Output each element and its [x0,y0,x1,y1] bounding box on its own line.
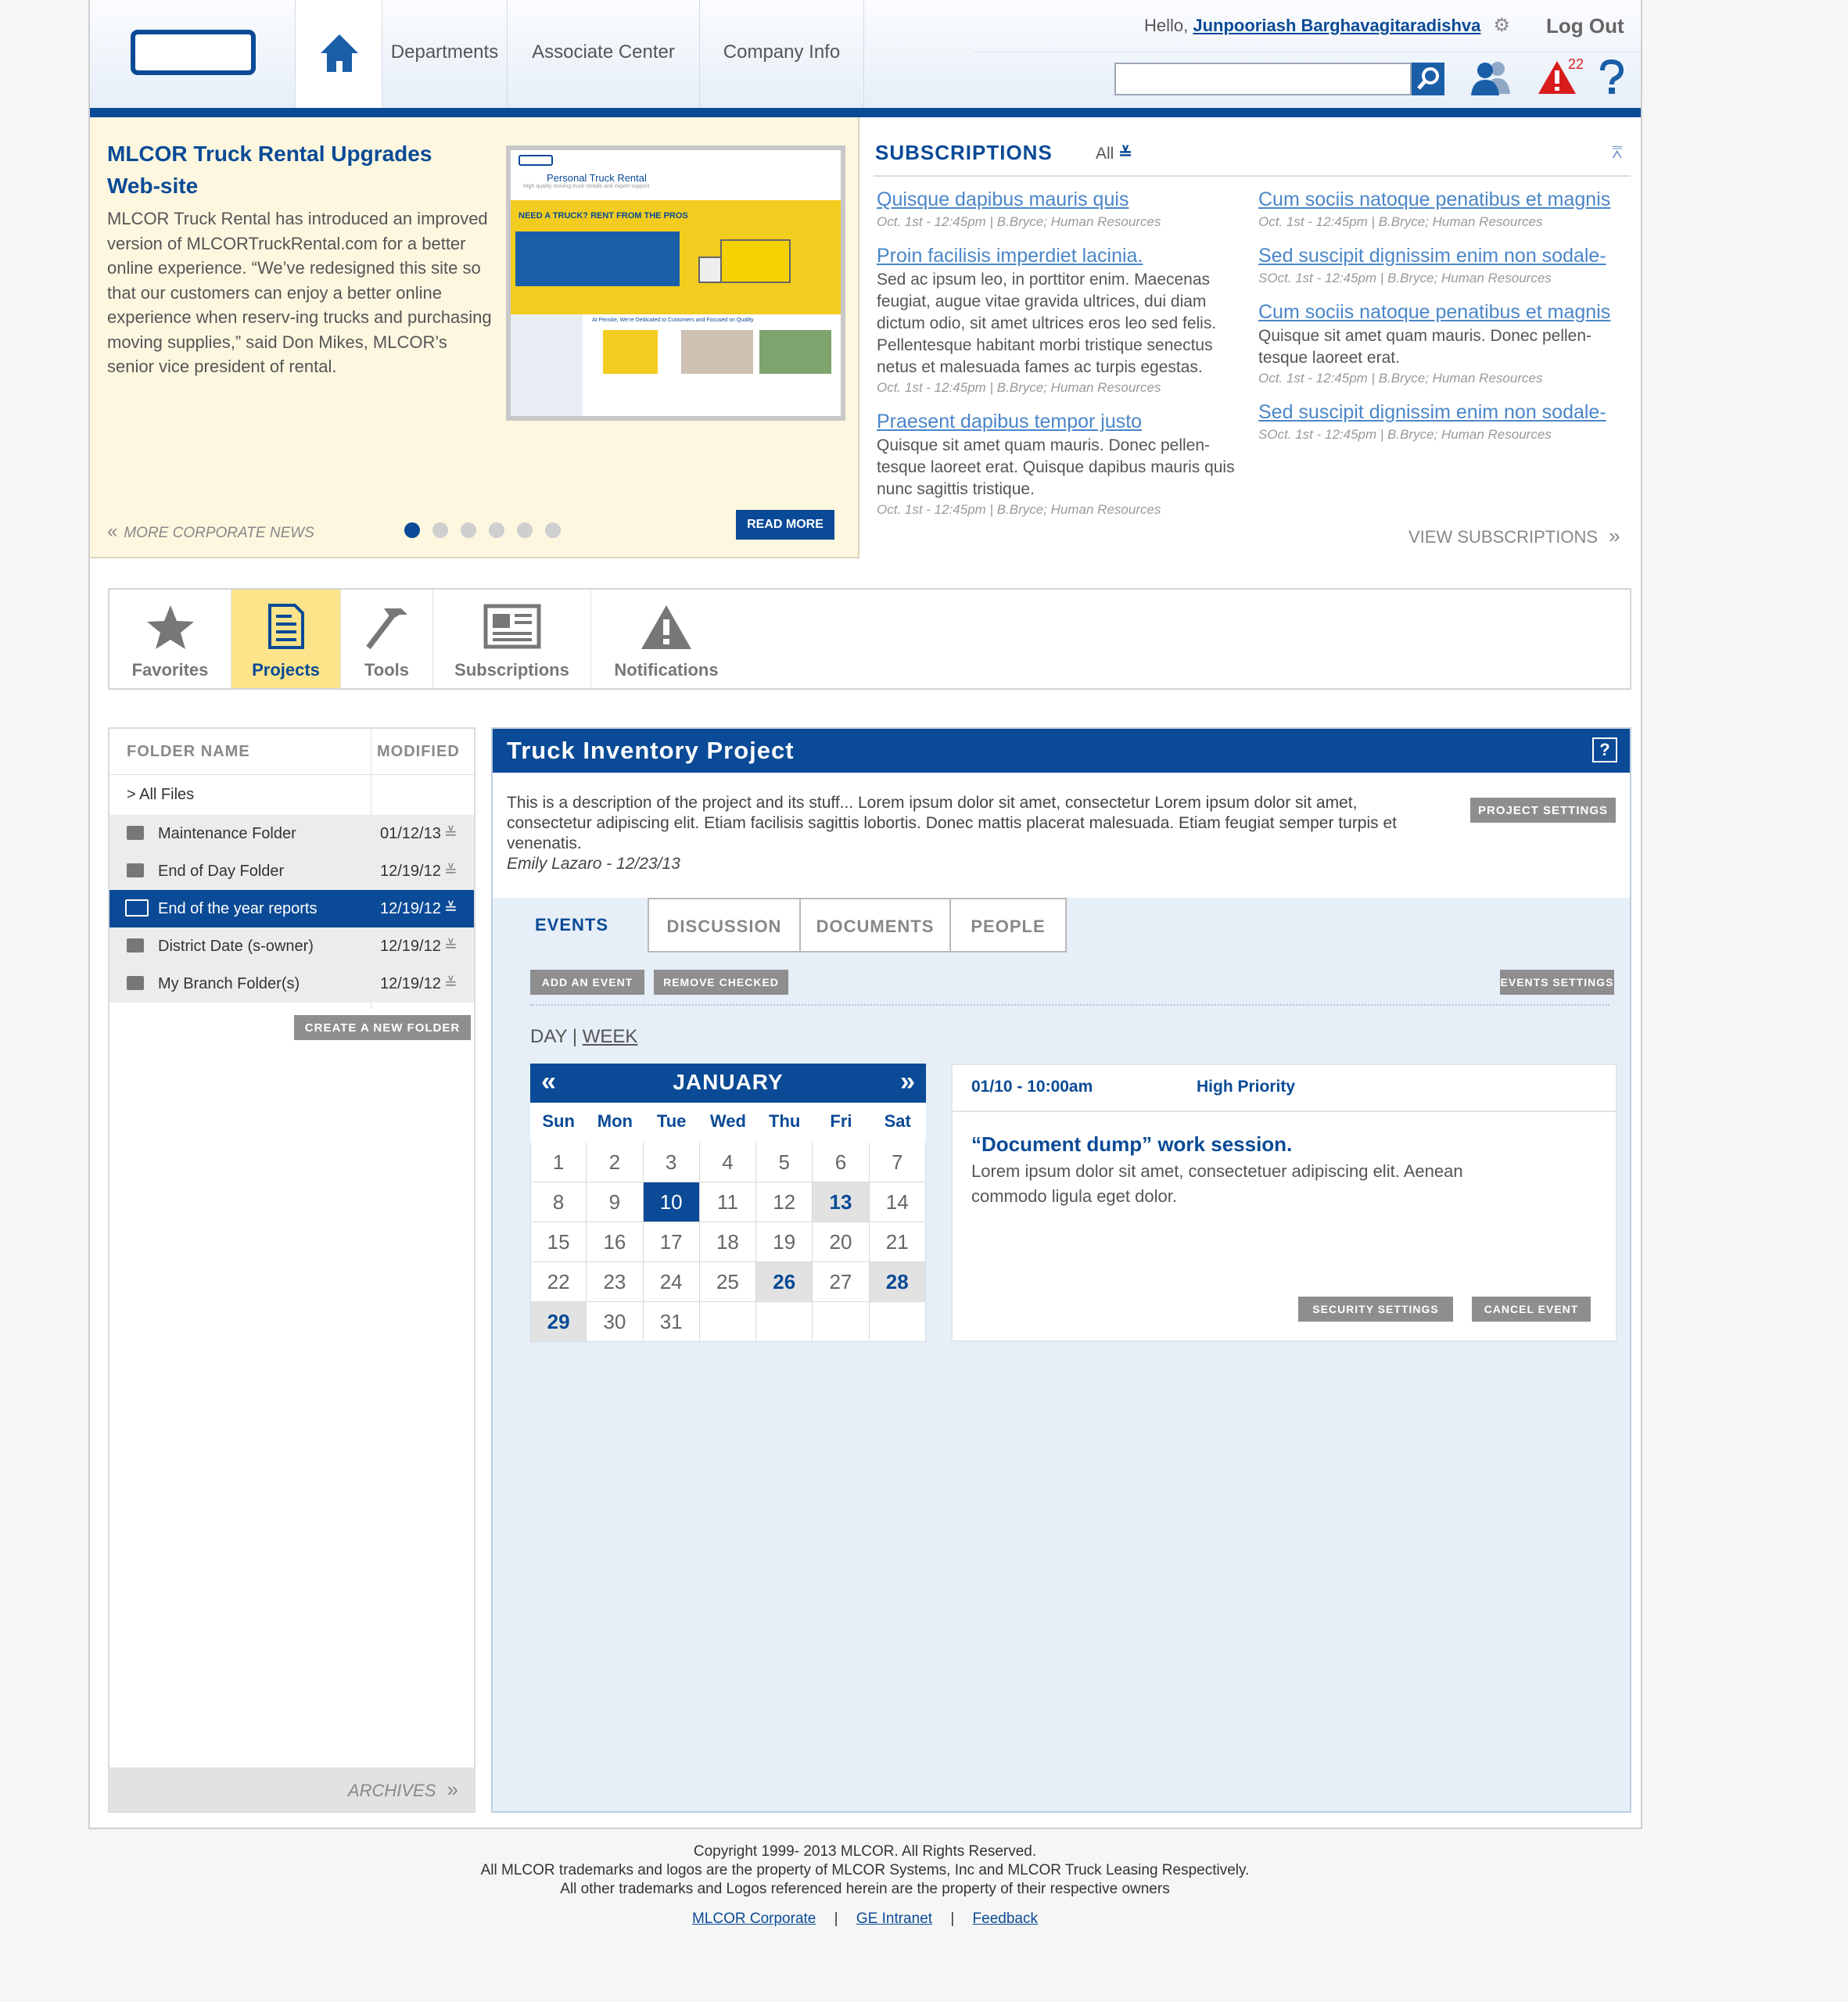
alert-count: 22 [1568,56,1584,72]
folder-name: End of the year reports [158,900,318,917]
project-panel [491,727,1631,1813]
folder-name: End of Day Folder [158,863,285,880]
chevron-down-icon[interactable]: ≚ [444,825,458,842]
footer-links [0,1910,1730,1928]
divider [530,1004,1609,1006]
subscription-item [877,408,1244,519]
folder-icon [127,826,144,840]
page-frame [88,0,1642,1829]
carousel-dots [404,522,573,542]
desc-text: This is a description of the project and its stuff... Lorem ipsum dolor sit amet, consectetur Lorem ipsum dolor sit amet, consectetur adipiscing elit. Etiam facilisis sagittis lobortis. Donec mattis placerat malesuada. Etiam feugiat semper turpis et venenatis. [507,794,1397,852]
more-news-link[interactable] [107,521,314,543]
calendar-empty-cell [756,1302,813,1342]
subscription-text: Quisque sit amet quam mauris. Donec pellen-tesque laoreet erat. [1258,327,1592,367]
add-event-button[interactable]: ADD AN EVENT [530,970,644,995]
chevron-down-icon[interactable]: ≚ [444,975,458,992]
thumb-header [511,150,841,200]
calendar-day[interactable]: 6 [813,1143,869,1182]
folder-row[interactable] [109,890,474,927]
project-settings-button[interactable]: PROJECT SETTINGS [1470,798,1616,823]
view-day[interactable]: DAY [530,1026,568,1047]
folder-name-header[interactable]: FOLDER NAME [127,743,250,760]
folder-modified: 12/19/12 [380,975,441,992]
subscription-text: Sed ac ipsum leo, in porttitor enim. Maecenas feugiat, augue vitae gravida ultrices, dui diam dictum odio, sit amet ultrices eros leo sed felis. Pellentesque habitant morbi tristique senectus netus et malesuada fames ac turpis egestas. [877,271,1217,376]
subscription-link[interactable]: Sed suscipit dignissim enim non sodale- [1258,245,1606,267]
tab-notifications[interactable] [591,590,741,688]
calendar-day[interactable]: 7 [870,1143,926,1182]
remove-checked-button[interactable]: REMOVE CHECKED [654,970,788,995]
news-carousel [90,117,859,558]
cancel-event-button[interactable]: CANCEL EVENT [1472,1297,1591,1322]
carousel-dot[interactable] [432,522,448,538]
folder-modified: 12/19/12 [380,938,441,955]
subscription-meta: Oct. 1st - 12:45pm | B.Bryce; Human Resources [1258,371,1543,386]
carousel-dot[interactable] [489,522,504,538]
hammer-icon [364,604,411,651]
separator: | [950,1911,955,1927]
calendar-day[interactable]: 14 [870,1182,926,1222]
folder-modified: 01/12/13 [380,825,441,842]
calendar-day[interactable]: 11 [700,1182,756,1222]
calendar-day[interactable]: 5 [756,1143,813,1182]
read-more-button[interactable]: READ MORE [736,510,834,540]
view-week[interactable]: WEEK [582,1026,638,1047]
username-link[interactable]: Junpooriash Barghavagitaradishva [1193,16,1481,35]
calendar-day[interactable]: 1 [530,1143,587,1182]
logo[interactable] [131,30,256,75]
search-input[interactable] [1114,63,1412,95]
subscription-meta: SOct. 1st - 12:45pm | B.Bryce; Human Resources [1258,427,1552,442]
project-author: Emily Lazaro - 12/23/13 [507,855,680,873]
weekday-label: Sat [884,1111,911,1131]
subscriptions-col-left [877,186,1244,530]
subscription-text: Quisque sit amet quam mauris. Donec pellen-tesque laoreet erat. Quisque dapibus mauris quis nunc sagittis tristique. [877,436,1235,498]
weekday-label: Wed [709,1111,746,1131]
gear-icon[interactable]: ⚙ [1493,15,1511,36]
subscription-meta: SOct. 1st - 12:45pm | B.Bryce; Human Resources [1258,271,1552,285]
nav-associate-center[interactable]: Associate Center [508,0,700,108]
view-separator: | [572,1026,578,1047]
archives-link[interactable] [109,1767,474,1811]
tab-people[interactable]: PEOPLE [949,898,1067,953]
divider [874,175,1631,177]
trademark-notice: All MLCOR trademarks and logos are the property of MLCOR Systems, Inc and MLCOR Truck Leasing Respectively. [480,1862,1250,1878]
help-icon[interactable]: ? [1592,737,1617,762]
calendar-day[interactable]: 23 [587,1262,643,1302]
greeting-label: Hello, [1144,16,1189,35]
calendar-day[interactable]: 29 [530,1302,587,1342]
folder-row[interactable] [109,927,474,965]
calendar-day[interactable]: 24 [644,1262,700,1302]
copyright: Copyright 1999- 2013 MLCOR. All Rights Reserved. [693,1843,1037,1860]
calendar [530,1064,926,1342]
logout-link[interactable]: Log Out [1546,14,1624,38]
archives-label: ARCHIVES [347,1781,436,1800]
folder-row[interactable] [109,852,474,890]
calendar-day[interactable]: 21 [870,1222,926,1262]
view-subscriptions-label: VIEW SUBSCRIPTIONS [1408,527,1599,547]
project-desc-text [507,793,1445,874]
tab-projects[interactable] [231,590,341,688]
carousel-dot[interactable] [545,522,561,538]
chevron-left-icon: « [107,521,118,542]
subscriptions-filter[interactable] [1096,144,1132,163]
footer [0,1842,1730,1928]
calendar-header [530,1064,926,1103]
subscription-link[interactable]: Praesent dapibus tempor justo [877,411,1143,432]
footer-link-corporate[interactable]: MLCOR Corporate [691,1911,816,1927]
chevron-down-icon: ≚ [1118,145,1132,163]
calendar-empty-cell [813,1302,869,1342]
folder-name: Maintenance Folder [158,825,296,842]
calendar-day[interactable]: 28 [870,1262,926,1302]
tab-subscriptions[interactable] [433,590,591,688]
subscriptions-title: SUBSCRIPTIONS [875,141,1053,164]
subscription-meta: Oct. 1st - 12:45pm | B.Bryce; Human Resources [877,214,1161,229]
calendar-day[interactable]: 22 [530,1262,587,1302]
thumb-subheading: High quality moving truck rentals and expert support [523,184,650,189]
subscription-link[interactable]: Quisque dapibus mauris quis [877,188,1129,210]
calendar-empty-cell [700,1302,756,1342]
calendar-day[interactable]: 26 [756,1262,813,1302]
modified-header[interactable]: MODIFIED [377,743,460,760]
security-settings-button[interactable]: SECURITY SETTINGS [1298,1297,1453,1322]
folder-name: My Branch Folder(s) [158,975,300,992]
view-subscriptions-link[interactable] [1408,524,1620,548]
header [90,0,1641,109]
chevron-right-icon: » [1609,524,1620,547]
calendar-day[interactable]: 3 [644,1143,700,1182]
project-description [493,773,1630,898]
events-settings-button[interactable]: EVENTS SETTINGS [1500,970,1614,995]
weekday-label: Fri [830,1111,852,1131]
view-toggle [530,1026,637,1048]
help-icon[interactable] [1598,59,1624,95]
thumb-content [511,314,841,416]
subscription-meta: Oct. 1st - 12:45pm | B.Bryce; Human Resources [877,380,1161,395]
calendar-day[interactable]: 25 [700,1262,756,1302]
subscription-item [1258,399,1626,444]
calendar-day[interactable]: 20 [813,1222,869,1262]
separator: | [834,1911,838,1927]
event-date: 01/10 - 10:00am [971,1078,1093,1096]
header-bar [90,108,1641,117]
all-files-label: > All Files [127,786,195,803]
tab-label: Favorites [131,660,209,680]
create-folder-button[interactable]: CREATE A NEW FOLDER [294,1015,471,1040]
home-icon [318,31,361,75]
news-title[interactable]: MLCOR Truck Rental Upgrades Web-site [107,142,432,198]
subscription-item [877,186,1244,231]
folder-row[interactable] [109,815,474,852]
thumb-section: At Penske, We're Dedicated to Customers and Focused on Quality [592,318,754,323]
tab-documents[interactable]: DOCUMENTS [799,898,951,953]
calendar-day[interactable]: 9 [587,1182,643,1222]
calendar-empty-cell [870,1302,926,1342]
calendar-day[interactable]: 19 [756,1222,813,1262]
tool-tabs [108,588,1631,690]
subscription-link[interactable]: Cum sociis natoque penatibus et magnis [1258,188,1611,210]
tab-label: Projects [252,660,320,680]
folder-panel [108,727,475,1813]
footer-link-feedback[interactable]: Feedback [972,1911,1038,1927]
carousel-dot[interactable] [404,522,420,538]
chevron-down-icon[interactable]: ≚ [444,863,458,880]
all-files-row[interactable] [109,774,474,815]
weekday-label: Thu [769,1111,801,1131]
calendar-day[interactable]: 18 [700,1222,756,1262]
carousel-dot[interactable] [461,522,476,538]
project-title: Truck Inventory Project [507,737,795,764]
tab-label: Subscriptions [454,660,569,680]
news-body: MLCOR Truck Rental has introduced an improved version of MLCORTruckRental.com for a better online experience. “We’ve redesigned this site so that our customers can enjoy a better online experience when reserv-ing trucks and purchasing moving supplies,” said Don Mikes, MLCOR’s senior vice president of rental. [107,209,492,376]
subscription-link[interactable]: Proin facilisis imperdiet lacinia. [877,245,1143,267]
subscription-item [1258,186,1626,231]
search-button[interactable] [1412,63,1444,95]
trademark-notice-2: All other trademarks and Logos referenced herein are the property of their respective owners [560,1881,1170,1897]
folder-modified: 12/19/12 [380,863,441,880]
chevron-down-icon[interactable]: ≚ [444,938,458,955]
calendar-day[interactable]: 12 [756,1182,813,1222]
calendar-day[interactable]: 2 [587,1143,643,1182]
tab-label: Tools [364,660,410,680]
calendar-day[interactable]: 17 [644,1222,700,1262]
subscriptions-col-right [1258,186,1626,455]
calendar-day[interactable]: 10 [644,1182,700,1222]
calendar-day[interactable]: 8 [530,1182,587,1222]
weekday-label: Sun [542,1111,575,1131]
tab-events[interactable]: EVENTS [534,915,609,935]
nav-company-info[interactable]: Company Info [700,0,864,108]
project-tabs [493,898,1630,954]
warning-icon [640,604,693,651]
project-header [493,729,1630,773]
folder-icon [127,938,144,953]
folder-open-icon [125,899,149,917]
subscriptions-panel [872,117,1631,558]
event-title: “Document dump” work session. [971,1132,1293,1156]
subscription-item [1258,299,1626,388]
event-body: Lorem ipsum dolor sit amet, consectetuer adipiscing elit. Aenean commodo ligula eget dolor. [971,1161,1463,1206]
calendar-grid [530,1103,926,1342]
weekday-label: Tue [656,1111,687,1131]
calendar-day[interactable]: 13 [813,1182,869,1222]
star-icon [145,604,196,651]
divider [953,1110,1616,1112]
more-news-label: MORE CORPORATE NEWS [124,525,314,541]
subscription-meta: Oct. 1st - 12:45pm | B.Bryce; Human Resources [1258,214,1543,229]
tab-favorites[interactable] [109,590,231,688]
event-detail [951,1064,1617,1342]
chevron-right-icon: » [447,1778,458,1801]
folder-row[interactable] [109,965,474,1003]
weekday-label: Mon [597,1111,633,1131]
event-priority: High Priority [1197,1078,1296,1096]
folder-icon [127,863,144,877]
calendar-day[interactable]: 15 [530,1222,587,1262]
calendar-day[interactable]: 31 [644,1302,700,1342]
next-month-icon[interactable]: » [900,1067,915,1096]
folder-name: District Date (s-owner) [158,938,314,955]
newspaper-icon [483,604,541,649]
footer-link-intranet[interactable]: GE Intranet [856,1911,933,1927]
collapse-icon[interactable]: ⩞ [1612,142,1623,162]
subscription-item [877,242,1244,397]
search-icon [1412,63,1444,95]
chevron-down-icon[interactable]: ≚ [444,900,458,917]
carousel-dot[interactable] [517,522,533,538]
calendar-day[interactable]: 16 [587,1222,643,1262]
subscription-meta: Oct. 1st - 12:45pm | B.Bryce; Human Resources [877,502,1161,517]
document-icon [267,604,306,649]
thumb-banner-text: NEED A TRUCK? RENT FROM THE PROS [519,211,688,221]
calendar-month: JANUARY [673,1070,784,1094]
subscription-link[interactable]: Cum sociis natoque penatibus et magnis [1258,301,1611,323]
news-image[interactable] [506,145,845,421]
thumb-heading: Personal Truck Rental [547,172,647,184]
prev-month-icon[interactable]: « [541,1067,556,1096]
tab-label: Notifications [614,660,719,680]
nav-home[interactable] [295,0,382,125]
calendar-day[interactable]: 30 [587,1302,643,1342]
greeting [1144,14,1510,37]
calendar-day[interactable]: 4 [700,1143,756,1182]
tab-tools[interactable] [341,590,433,688]
calendar-day[interactable]: 27 [813,1262,869,1302]
thumb-banner [511,200,841,314]
filter-value: All [1096,145,1114,163]
people-icon[interactable] [1468,59,1513,97]
subscription-item [1258,242,1626,288]
subscription-link[interactable]: Sed suscipit dignissim enim non sodale- [1258,401,1606,423]
folder-modified: 12/19/12 [380,900,441,917]
nav-departments[interactable]: Departments [382,0,508,108]
tab-discussion[interactable]: DISCUSSION [648,898,801,953]
folder-icon [127,976,144,990]
